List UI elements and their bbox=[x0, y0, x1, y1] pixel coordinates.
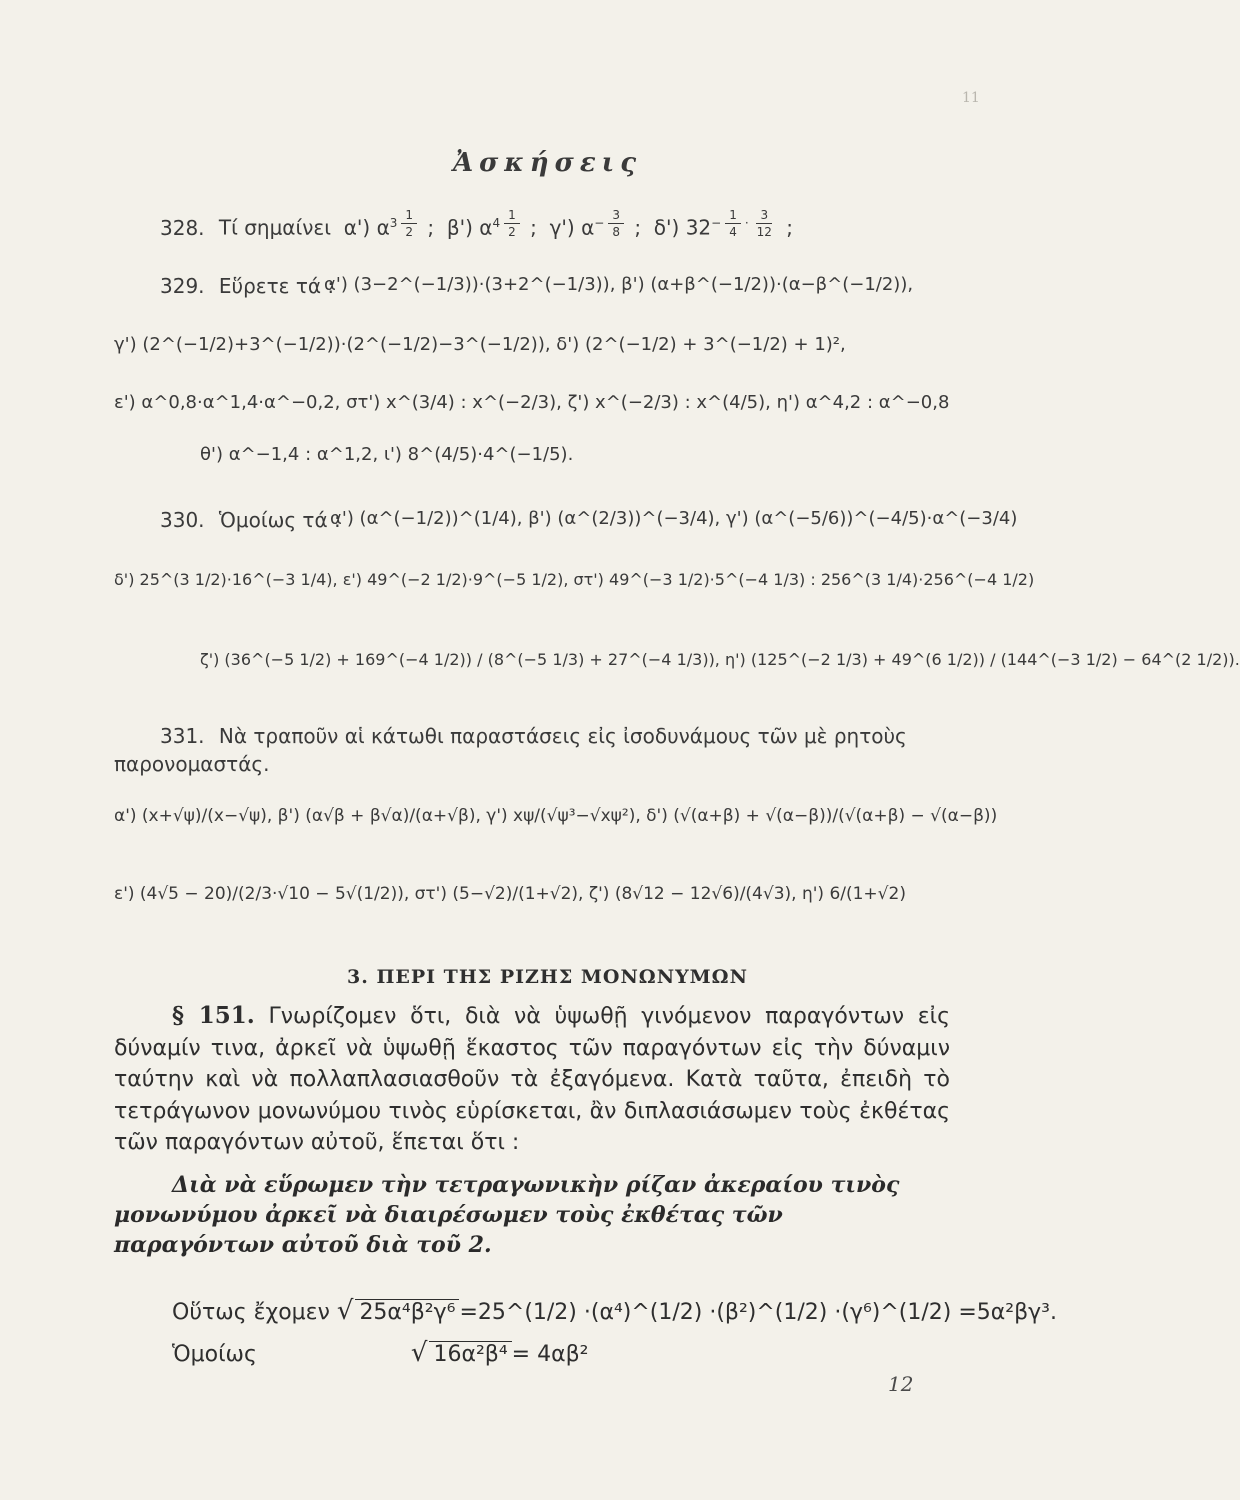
exercise-329-line-3: ε') α^0,8·α^1,4·α^−0,2, στ') x^(3/4) : x^(−2/3), ζ') x^(−2/3) : x^(4/5), η') α^4,2 : α^−0,8 bbox=[114, 392, 950, 413]
exercise-number: 331. bbox=[160, 724, 205, 748]
exp-num: 3 bbox=[756, 208, 772, 224]
item-base: α bbox=[479, 215, 493, 240]
paragraph-sign: § 151. bbox=[172, 1002, 255, 1029]
exercise-number: 329. bbox=[160, 274, 205, 298]
exp-num: 3 bbox=[608, 208, 624, 224]
exercise-330 bbox=[160, 508, 341, 532]
exercise-330-line-3: ζ') (36^(−5 1/2) + 169^(−4 1/2)) / (8^(−5 1/3) + 27^(−4 1/3)), η') (125^(−2 1/3) + 49^(6 1/2)) / (144^(−3 1/2) − 64^(2 1/2)). bbox=[200, 650, 1240, 669]
item-exp-sign: − bbox=[711, 216, 722, 230]
exercise-329-line-2: γ') (2^(−1/2)+3^(−1/2))·(2^(−1/2)−3^(−1/2)), δ') (2^(−1/2) + 3^(−1/2) + 1)², bbox=[114, 334, 846, 355]
section-paragraph bbox=[114, 1000, 950, 1159]
exp-num: 1 bbox=[725, 208, 741, 224]
example-2 bbox=[172, 1338, 588, 1368]
exp-den: 2 bbox=[508, 225, 516, 239]
example-intro: Ὁμοίως bbox=[172, 1342, 257, 1367]
page-number: 12 bbox=[888, 1372, 914, 1396]
example-intro: Οὕτως ἔχομεν bbox=[172, 1300, 330, 1325]
exercise-330-line-1: α') (α^(−1/2))^(1/4), β') (α^(2/3))^(−3/4), γ') (α^(−5/6))^(−4/5)·α^(−3/4) bbox=[330, 508, 1018, 529]
section-rule: Διὰ νὰ εὕρωμεν τὴν τετραγωνικὴν ρίζαν ἀκεραίου τινὸς μονωνύμου ἀρκεῖ νὰ διαιρέσωμεν τοὺς ἐκθέτας τῶν παραγόντων αὐτοῦ διὰ τοῦ 2. bbox=[114, 1172, 900, 1258]
item-label: δ') bbox=[653, 215, 680, 240]
exercise-329 bbox=[160, 274, 334, 298]
example-radicand: 25α⁴β²γ⁶ bbox=[355, 1299, 459, 1325]
exercise-text: Νὰ τραποῦν αἱ κάτωθι παραστάσεις εἰς ἰσοδυνάμους τῶν μὲ ρητοὺς παρονομαστάς. bbox=[114, 724, 907, 776]
item-exp-sign: − bbox=[594, 216, 605, 230]
root-sign-icon: √ bbox=[336, 1296, 354, 1326]
item-base: α bbox=[581, 215, 595, 240]
item-label: γ') bbox=[549, 215, 575, 240]
exp-den: 12 bbox=[756, 225, 772, 239]
item-label: β') bbox=[446, 215, 473, 240]
example-radicand: 16α²β⁴ bbox=[429, 1341, 511, 1367]
exercise-331-line-1: α') (x+√ψ)/(x−√ψ), β') (α√β + β√α)/(α+√β), γ') xψ/(√ψ³−√xψ²), δ') (√(α+β) + √(α−β))/(√(α+β) − √(α−β)) bbox=[114, 806, 998, 826]
exp-den: 2 bbox=[405, 225, 414, 239]
example-rhs: = 4αβ² bbox=[511, 1342, 589, 1367]
exercise-number: 330. bbox=[160, 508, 205, 532]
exp-num: 1 bbox=[504, 208, 520, 224]
exercise-331 bbox=[114, 722, 950, 778]
exercise-number: 328. bbox=[160, 215, 205, 240]
item-label: α') bbox=[343, 215, 371, 240]
root-sign-icon: √ bbox=[410, 1338, 428, 1368]
item-base: 32 bbox=[685, 215, 712, 240]
exercise-331-line-2: ε') (4√5 − 20)/(2/3·√10 − 5√(1/2)), στ') (5−√2)/(1+√2), ζ') (8√12 − 12√6)/(4√3), η') 6/(1+√2) bbox=[114, 884, 906, 904]
exercises-title: Ἀσκήσεις bbox=[452, 148, 643, 178]
exercise-text: Ὁμοίως τά : bbox=[218, 508, 341, 532]
item-base: α bbox=[376, 215, 390, 240]
exercise-text: Εὕρετε τά : bbox=[218, 274, 335, 298]
exercise-328: 328. Τί σημαίνει α') $\alpha^{3 \frac{1}{2}}$ ; β') $\alpha^{4 \frac{1}{2}}$ ; γ') $\alpha^{- \frac{3}{8}}$ ; δ') $32^{- \frac{1}{4} \cdot \frac{3}{12}}$ ; bbox=[160, 208, 794, 240]
exp-num: 1 bbox=[401, 208, 417, 224]
item-exp: 4 bbox=[492, 216, 501, 230]
page-corner-mark: 11 bbox=[962, 90, 980, 106]
item-exp: 3 bbox=[389, 216, 398, 230]
section-heading: 3. ΠΕΡΙ ΤΗΣ ΡΙΖΗΣ ΜΟΝΩΝΥΜΩΝ bbox=[347, 966, 748, 988]
paragraph-text: Γνωρίζομεν ὅτι, διὰ νὰ ὑψωθῇ γινόμενον παραγόντων εἰς δύναμίν τινα, ἀρκεῖ νὰ ὑψωθῇ ἕκαστος τῶν παραγόντων εἰς τὴν δύναμιν ταύτην καὶ νὰ πολλαπλασιασθοῦν τὰ ἐξαγόμενα. Κατὰ ταῦτα, ἐπειδὴ τὸ τετράγωνον μονωνύμου τινὸς εὑρίσκεται, ἂν διπλασιάσωμεν τοὺς ἐκθέτας τῶν παραγόντων αὐτοῦ, ἕπεται ὅτι : bbox=[114, 1004, 950, 1155]
exercise-text: Τί σημαίνει bbox=[218, 215, 332, 240]
exp-den: 8 bbox=[612, 225, 620, 239]
exercise-329-line-4: θ') α^−1,4 : α^1,2, ι') 8^(4/5)·4^(−1/5). bbox=[200, 444, 574, 465]
example-rhs: =25^(1/2) ·(α⁴)^(1/2) ·(β²)^(1/2) ·(γ⁶)^(1/2) =5α²βγ³. bbox=[459, 1300, 1057, 1325]
exercise-329-line-1: α') (3−2^(−1/3))·(3+2^(−1/3)), β') (α+β^(−1/2))·(α−β^(−1/2)), bbox=[324, 274, 914, 295]
exercise-330-line-2: δ') 25^(3 1/2)·16^(−3 1/4), ε') 49^(−2 1/2)·9^(−5 1/2), στ') 49^(−3 1/2)·5^(−4 1/3) : 256^(3 1/4)·256^(−4 1/2) bbox=[114, 570, 1035, 589]
exp-den: 4 bbox=[729, 225, 737, 239]
example-1 bbox=[172, 1296, 1057, 1326]
